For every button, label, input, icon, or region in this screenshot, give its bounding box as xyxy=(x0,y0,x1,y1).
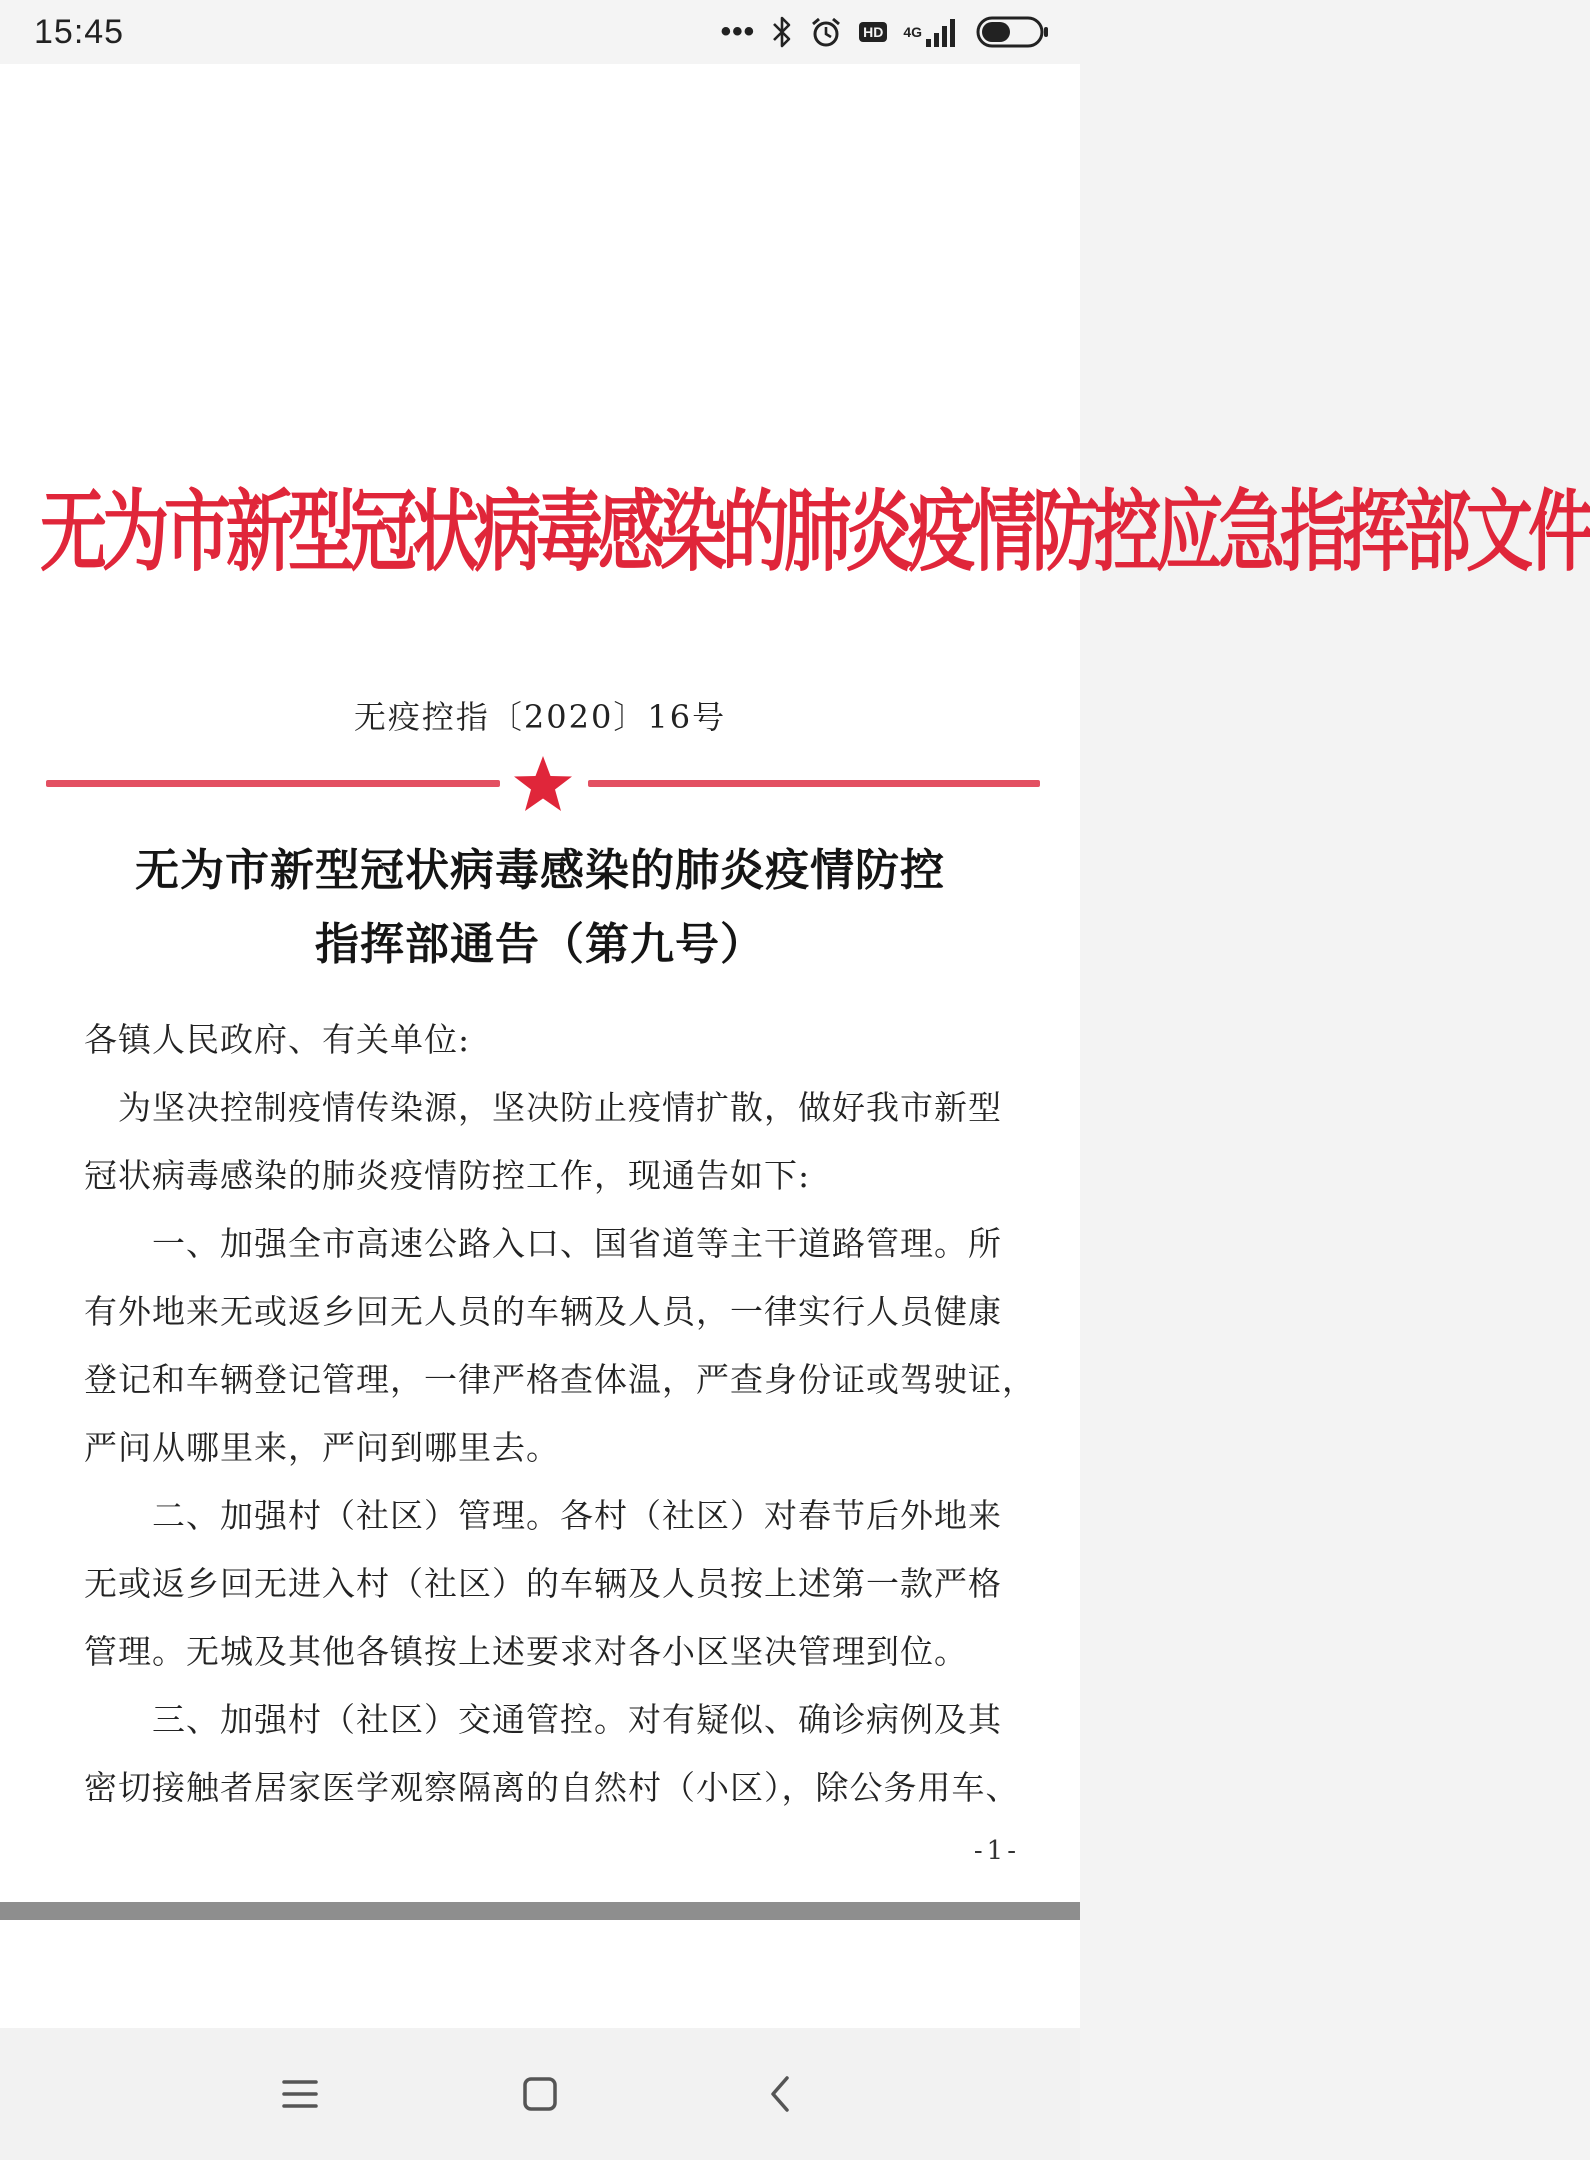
status-bar xyxy=(0,0,1080,64)
page-divider xyxy=(0,1902,1080,1920)
back-icon xyxy=(765,2074,795,2114)
menu-icon xyxy=(280,2076,320,2112)
navigation-bar xyxy=(0,2028,1080,2160)
red-rule-right xyxy=(588,780,1040,787)
alarm-icon xyxy=(809,12,843,52)
body-line: 各镇人民政府、有关单位: xyxy=(84,1020,471,1059)
document-number: 无疫控指〔2020〕16号 xyxy=(353,698,727,736)
hd-badge: HD xyxy=(859,22,887,42)
document-page xyxy=(0,64,1590,1902)
menu-button[interactable] xyxy=(260,2054,340,2134)
signal-icon xyxy=(903,12,960,52)
body-line: 严问从哪里来，严问到哪里去。 xyxy=(84,1428,560,1467)
notice-title-line-1: 无为市新型冠状病毒感染的肺炎疫情防控 xyxy=(135,845,945,896)
document-header: 无为市新型冠状病毒感染的肺炎疫情防控应急指挥部文件 xyxy=(40,480,1590,584)
page-number: -1- xyxy=(973,1836,1020,1866)
body-line: 为坚决控制疫情传染源，坚决防止疫情扩散，做好我市新型 xyxy=(84,1088,1002,1127)
body-line: 登记和车辆登记管理，一律严格查体温，严查身份证或驾驶证， xyxy=(84,1360,1036,1399)
notice-title-line-2: 指挥部通告（第九号） xyxy=(315,919,765,970)
hd-icon xyxy=(859,12,887,52)
network-label: 4G xyxy=(903,24,922,40)
body-line: 有外地来无或返乡回无人员的车辆及人员，一律实行人员健康 xyxy=(84,1292,1002,1331)
body-line: 冠状病毒感染的肺炎疫情防控工作，现通告如下: xyxy=(84,1156,811,1195)
body-line: 无或返乡回无进入村（社区）的车辆及人员按上述第一款严格 xyxy=(84,1564,1002,1603)
body-line: 管理。无城及其他各镇按上述要求对各小区坚决管理到位。 xyxy=(84,1632,968,1671)
red-star-icon xyxy=(512,754,574,814)
notification-dots-icon: ••• xyxy=(720,15,756,48)
body-line: 三、加强村（社区）交通管控。对有疑似、确诊病例及其 xyxy=(84,1700,1002,1739)
red-rule-left xyxy=(46,780,500,787)
status-icons xyxy=(721,12,1050,52)
next-page-preview[interactable] xyxy=(0,1920,1080,2028)
body-line: 密切接触者居家医学观察隔离的自然村（小区），除公务用车、 xyxy=(84,1768,1020,1807)
body-line: 二、加强村（社区）管理。各村（社区）对春节后外地来 xyxy=(84,1496,1002,1535)
home-icon xyxy=(520,2074,560,2114)
home-button[interactable] xyxy=(500,2054,580,2134)
back-button[interactable] xyxy=(740,2054,820,2134)
bluetooth-icon xyxy=(771,12,793,52)
body-line: 一、加强全市高速公路入口、国省道等主干道路管理。所 xyxy=(84,1224,1002,1263)
battery-icon xyxy=(976,12,1050,52)
status-time: 15:45 xyxy=(34,12,125,51)
